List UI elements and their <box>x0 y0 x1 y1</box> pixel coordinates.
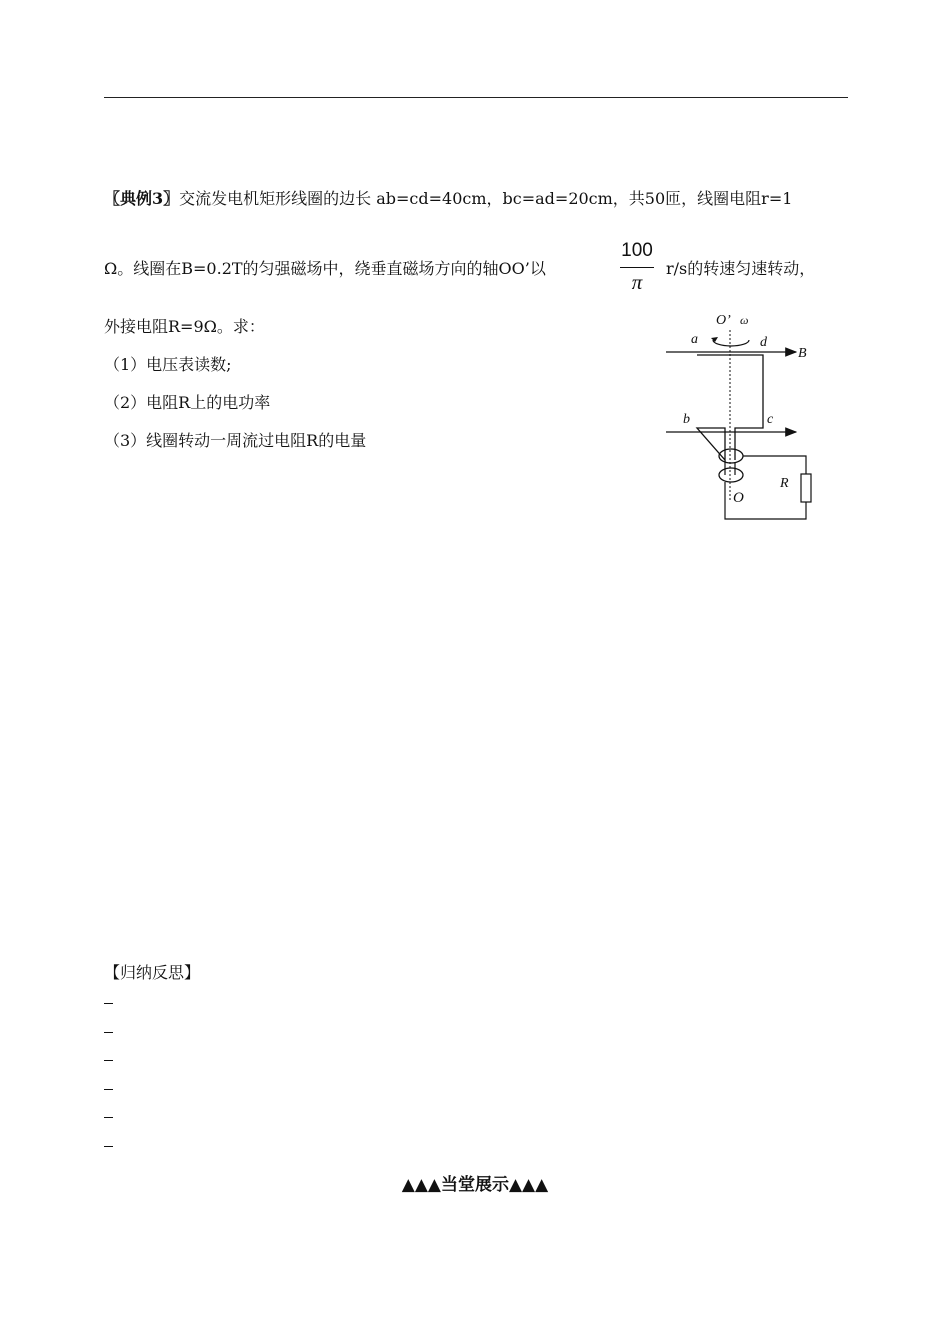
example-line-2b: r/s的转速匀速转动， <box>666 259 816 278</box>
fraction-numerator: 100 <box>621 240 653 261</box>
resistor-r-icon <box>801 474 811 502</box>
reflection-line-1 <box>104 1003 113 1004</box>
rotation-arrow-icon <box>713 340 749 346</box>
label-o-top: O’ <box>716 313 731 328</box>
label-d: d <box>760 335 767 350</box>
reflection-line-2 <box>104 1032 113 1033</box>
slip-ring-upper <box>719 449 743 463</box>
generator-diagram <box>0 0 950 600</box>
fraction-denominator: π <box>631 270 643 294</box>
label-r: R <box>780 476 789 491</box>
slip-ring-lower <box>719 468 743 482</box>
wire-top <box>743 456 806 474</box>
example-text-1: 交流发电机矩形线圈的边长 ab=cd=40cm，bc=ad=20cm，共50匝，线圈电阻r=1 <box>179 189 793 208</box>
reflection-line-5 <box>104 1117 113 1118</box>
reflection-title: 【归纳反思】 <box>104 963 201 982</box>
reflection-line-3 <box>104 1060 113 1061</box>
rotation-arrowhead-icon <box>711 337 718 342</box>
question-2: （2）电阻R上的电功率 <box>104 393 271 412</box>
example-line-2a: Ω。线圈在B=0.2T的匀强磁场中，绕垂直磁场方向的轴OO’以 <box>104 259 546 278</box>
label-b: b <box>683 412 690 427</box>
label-c: c <box>767 412 774 427</box>
question-1: （1）电压表读数; <box>104 355 232 374</box>
label-omega: ω <box>740 313 749 327</box>
question-3: （3）线圈转动一周流过电阻R的电量 <box>104 431 367 450</box>
reflection-line-6 <box>104 1146 113 1147</box>
label-o-bottom: O <box>733 490 744 506</box>
example-line-3: 外接电阻R=9Ω。求： <box>104 317 265 336</box>
display-title: ▲▲▲当堂展示▲▲▲ <box>401 1175 549 1195</box>
label-a: a <box>691 332 698 347</box>
reflection-line-4 <box>104 1089 113 1090</box>
example-label: 〖典例3〗 <box>104 189 180 208</box>
label-b-field: B <box>798 346 807 361</box>
